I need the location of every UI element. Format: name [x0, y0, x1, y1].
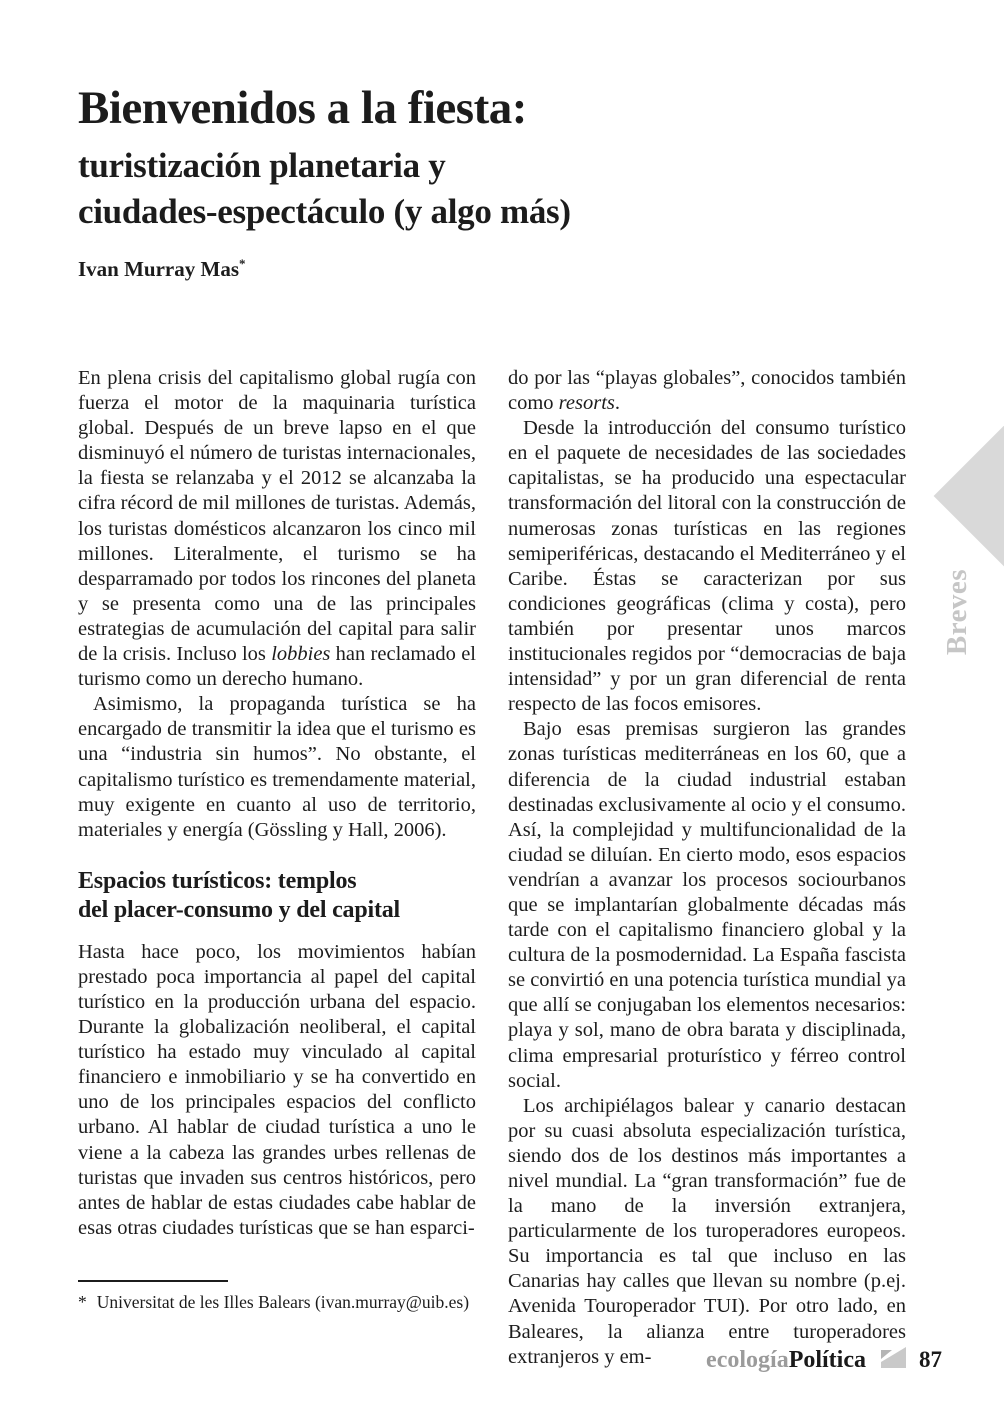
section-tab-label: Breves: [941, 568, 973, 656]
paragraph: Asimismo, la propaganda turística se ha encargado de transmitir la idea que el turismo es una “industria sin humos”. No obstante, el capitalismo turístico es tremendamente material, muy exigente en cuanto al uso de territorio, materiales y energía (Gössling y Hall, 2006).: [78, 693, 476, 841]
section-tab-diamond: [934, 420, 1004, 573]
paragraph: Desde la introducción del consumo turístico en el paquete de necesidades de las sociedades capitalistas, se ha producido una espectacular transformación del litoral con la construcción de numerosas zonas turísticas en las regiones semiperiféricas, destacando el Mediterráneo y el Caribe. Éstas se caracterizan por sus condiciones geográficas (clima y costa), pero también por presentar unos marcos institucionales regidos por “democracias de baja intensidad” y por un gran diferencial de renta respecto de las focos emisores.: [508, 417, 906, 716]
article-title-main: Bienvenidos a la fiesta:: [78, 82, 527, 134]
author: [78, 256, 818, 282]
paragraph-text: do por las “playas globales”, conocidos también como: [508, 367, 906, 415]
italic-text: lobbies: [271, 643, 331, 666]
page-number: 87: [919, 1347, 942, 1372]
author-name: Ivan Murray Mas: [78, 257, 239, 281]
paragraph-text: En plena crisis del capitalismo global rugía con fuerza el motor de la maquinaria turística global. Después de un breve lapso en el que disminuyó el número de turistas internacionales, la fiesta se relanzaba y el 2012 se alcanzaba la cifra récord de mil millones de turistas. Además, los turistas domésticos alcanzaron los cinco mil millones. Literalmente, el turismo se ha desparramado por todos los rincones del planeta y se presenta como una de las principales estrategias de acumulación del capital para salir de la crisis. Incluso los: [78, 367, 476, 666]
left-column: [78, 366, 476, 1241]
article-title-sub-line1: turistización planetaria y: [78, 146, 446, 185]
article-title: [78, 82, 818, 235]
paragraph: [78, 366, 476, 692]
footnote: [78, 1280, 498, 1313]
paragraph: Los archipiélagos balear y canario destacan por su cuasi absoluta especialización turística, siendo dos de los destinos más importantes a nivel mundial. La “gran transformación” fue de la mano de la inversión extranjera, particularmente de los turoperadores europeos. Su importancia es tal que incluso en las Canarias hay calles que llevan su nombre (p.ej. Avenida Touroperador TUI). Por otro lado, en Baleares, la alianza entre turoperadores extranjeros y em-: [508, 1094, 906, 1368]
page-footer: [706, 1344, 942, 1376]
footnote-rule: [78, 1280, 228, 1282]
paragraph: [508, 366, 906, 416]
article-title-sub-line2: ciudades-espectáculo (y algo más): [78, 192, 571, 231]
journal-logo-icon: [880, 1346, 907, 1376]
footnote-text: Universitat de les Illes Balears (ivan.murray@uib.es): [96, 1292, 470, 1312]
author-footnote-marker: *: [239, 256, 246, 271]
right-column: [508, 366, 906, 1370]
paragraph: Bajo esas premisas surgieron las grandes zonas turísticas mediterráneas en los 60, que a diferencia de la ciudad industrial estaban destinadas exclusivamente al ocio y el consumo. Así, la complejidad y multifuncionalidad de la ciudad se diluían. En cierto modo, esos espacios vendrían a avanzar los procesos sociourbanos que se implantarían globalmente décadas más tarde con el capitalismo financiero global y la cultura de la posmodernidad. La España fascista se convirtió en una potencia turística mundial ya que allí se conjugaban los elementos necesarios: playa y sol, mano de obra barata y disciplinada, clima empresarial proturístico y férreo control social.: [508, 718, 906, 1092]
journal-name-part1: ecología: [706, 1346, 789, 1373]
journal-name-part2: Política: [788, 1346, 866, 1373]
paragraph-text: .: [614, 392, 620, 415]
section-heading-line2: del placer-consumo y del capital: [78, 896, 401, 923]
italic-text: resorts: [558, 392, 615, 415]
article-header: [78, 82, 818, 282]
paragraph-text: han reclamado el turismo como un derecho humano.: [78, 643, 476, 691]
section-heading-line1: Espacios turísticos: templos: [78, 867, 357, 894]
section-heading: [78, 867, 476, 925]
paragraph: Hasta hace poco, los movimientos habían prestado poca importancia al papel del capital turístico en la producción urbana del espacio. Durante la globalización neoliberal, el capital turístico ha estado muy vinculado al capital financiero e inmobiliario y se ha convertido en uno de los principales espacios del conflicto urbano. Al hablar de ciudad turística a uno le viene a la cabeza las grandes urbes rellenas de turistas que invaden sus centros históricos, pero antes de hablar de estas ciudades cabe hablar de esas otras ciudades turísticas que se han esparci-: [78, 940, 476, 1239]
footnote-marker: *: [78, 1292, 87, 1312]
